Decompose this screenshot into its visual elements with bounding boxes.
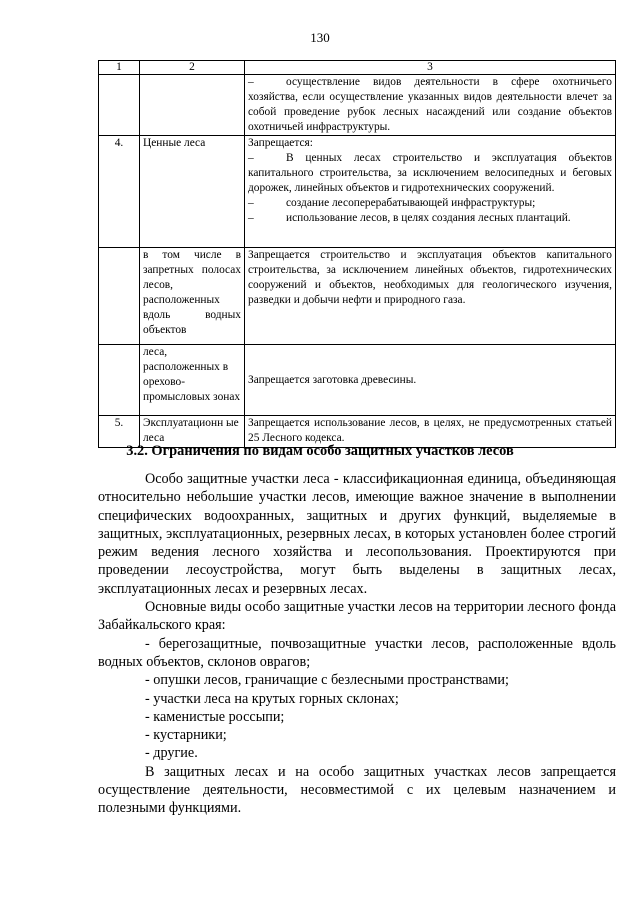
restriction-text: Запрещается использование лесов, в целях, не предусмотренных статьей 25 Лесного кодекса. (245, 416, 616, 448)
header-col-3: 3 (245, 61, 616, 75)
dash-marker: – (248, 76, 254, 88)
table-row (99, 248, 616, 345)
list-item: - берегозащитные, почвозащитные участки лесов, расположенные вдоль водных объектов, склонов оврагов; (98, 635, 616, 670)
table-row (99, 136, 616, 248)
restriction-text: Запрещается строительство и эксплуатация объектов капитального строительства, за исключением линейных объектов, гидротехнических сооружений и объектов, необходимых для геологического изучения, разведки и добычи нефти и природного газа. (245, 248, 616, 345)
list-item: - участки леса на крутых горных склонах; (145, 690, 399, 707)
paragraph: Основные виды особо защитные участки лесов на территории лесного фонда Забайкальского края: (98, 599, 616, 634)
section-body (98, 470, 616, 818)
paragraph: Особо защитные участки леса - классификационная единица, объединяющая относительно небольшие участки лесов, имеющие важное значение в выполнении специфических водоохранных, защитных и других функций, выделяемые в защитных, эксплуатационных, резервных лесах, в которых установлен более строгий режим ведения лесного хозяйства и лесопользования. Проектируются при проведении лесоустройства, могут быть выделены в защитных лесах, эксплуатационных лесах и резервных лесах. (98, 471, 616, 597)
paragraph: В защитных лесах и на особо защитных участках лесов запрещается осуществление деятельности, несовместимой с их целевым назначением и полезными функциями. (98, 763, 616, 817)
header-col-1: 1 (99, 61, 140, 75)
section-title: 3.2. Ограничения по видам особо защитных участков лесов (126, 443, 514, 459)
list-item: - каменистые россыпи; (145, 708, 285, 725)
dash-marker: – (248, 197, 254, 209)
restrictions-table (98, 60, 616, 448)
forest-category: леса, расположенных в орехово-промысловых зонах (140, 345, 245, 416)
continued-restriction: – осуществление видов деятельности в сфере охотничьего хозяйства, если осуществление указанных видов деятельности влечет за собой проведение рубок лесных насаждений или создание объектов охотничьей инфраструктуры. (245, 75, 616, 136)
dash-marker: – (248, 212, 254, 224)
forest-category: Ценные леса (140, 136, 245, 248)
table-header-row (99, 61, 616, 75)
header-col-2: 2 (140, 61, 245, 75)
restriction-text: Запрещается заготовка древесины. (245, 345, 616, 416)
dash-marker: – (248, 152, 254, 164)
table-row (99, 75, 616, 136)
restriction-text: Запрещается: – В ценных лесах строительство и эксплуатация объектов капитального строительства, за исключением велосипедных и беговых дорожек, линейных объектов и гидротехнических сооружений. – создание лесоперерабатывающей инфраструктуры; – использование лесов, в целях создания лесных плантаций. (245, 136, 616, 248)
forest-category: Эксплуатационн ые леса (140, 416, 245, 448)
table-row (99, 345, 616, 416)
list-item: - другие. (145, 745, 198, 762)
row-number: 4. (99, 136, 140, 248)
page-number: 130 (310, 30, 330, 45)
list-item: - опушки лесов, граничащие с безлесными пространствами; (145, 672, 509, 689)
row-number: 5. (99, 416, 140, 448)
list-item: - кустарники; (145, 727, 227, 744)
forest-category: в том числе в запретных полосах лесов, расположенных вдоль водных объектов (140, 248, 245, 345)
